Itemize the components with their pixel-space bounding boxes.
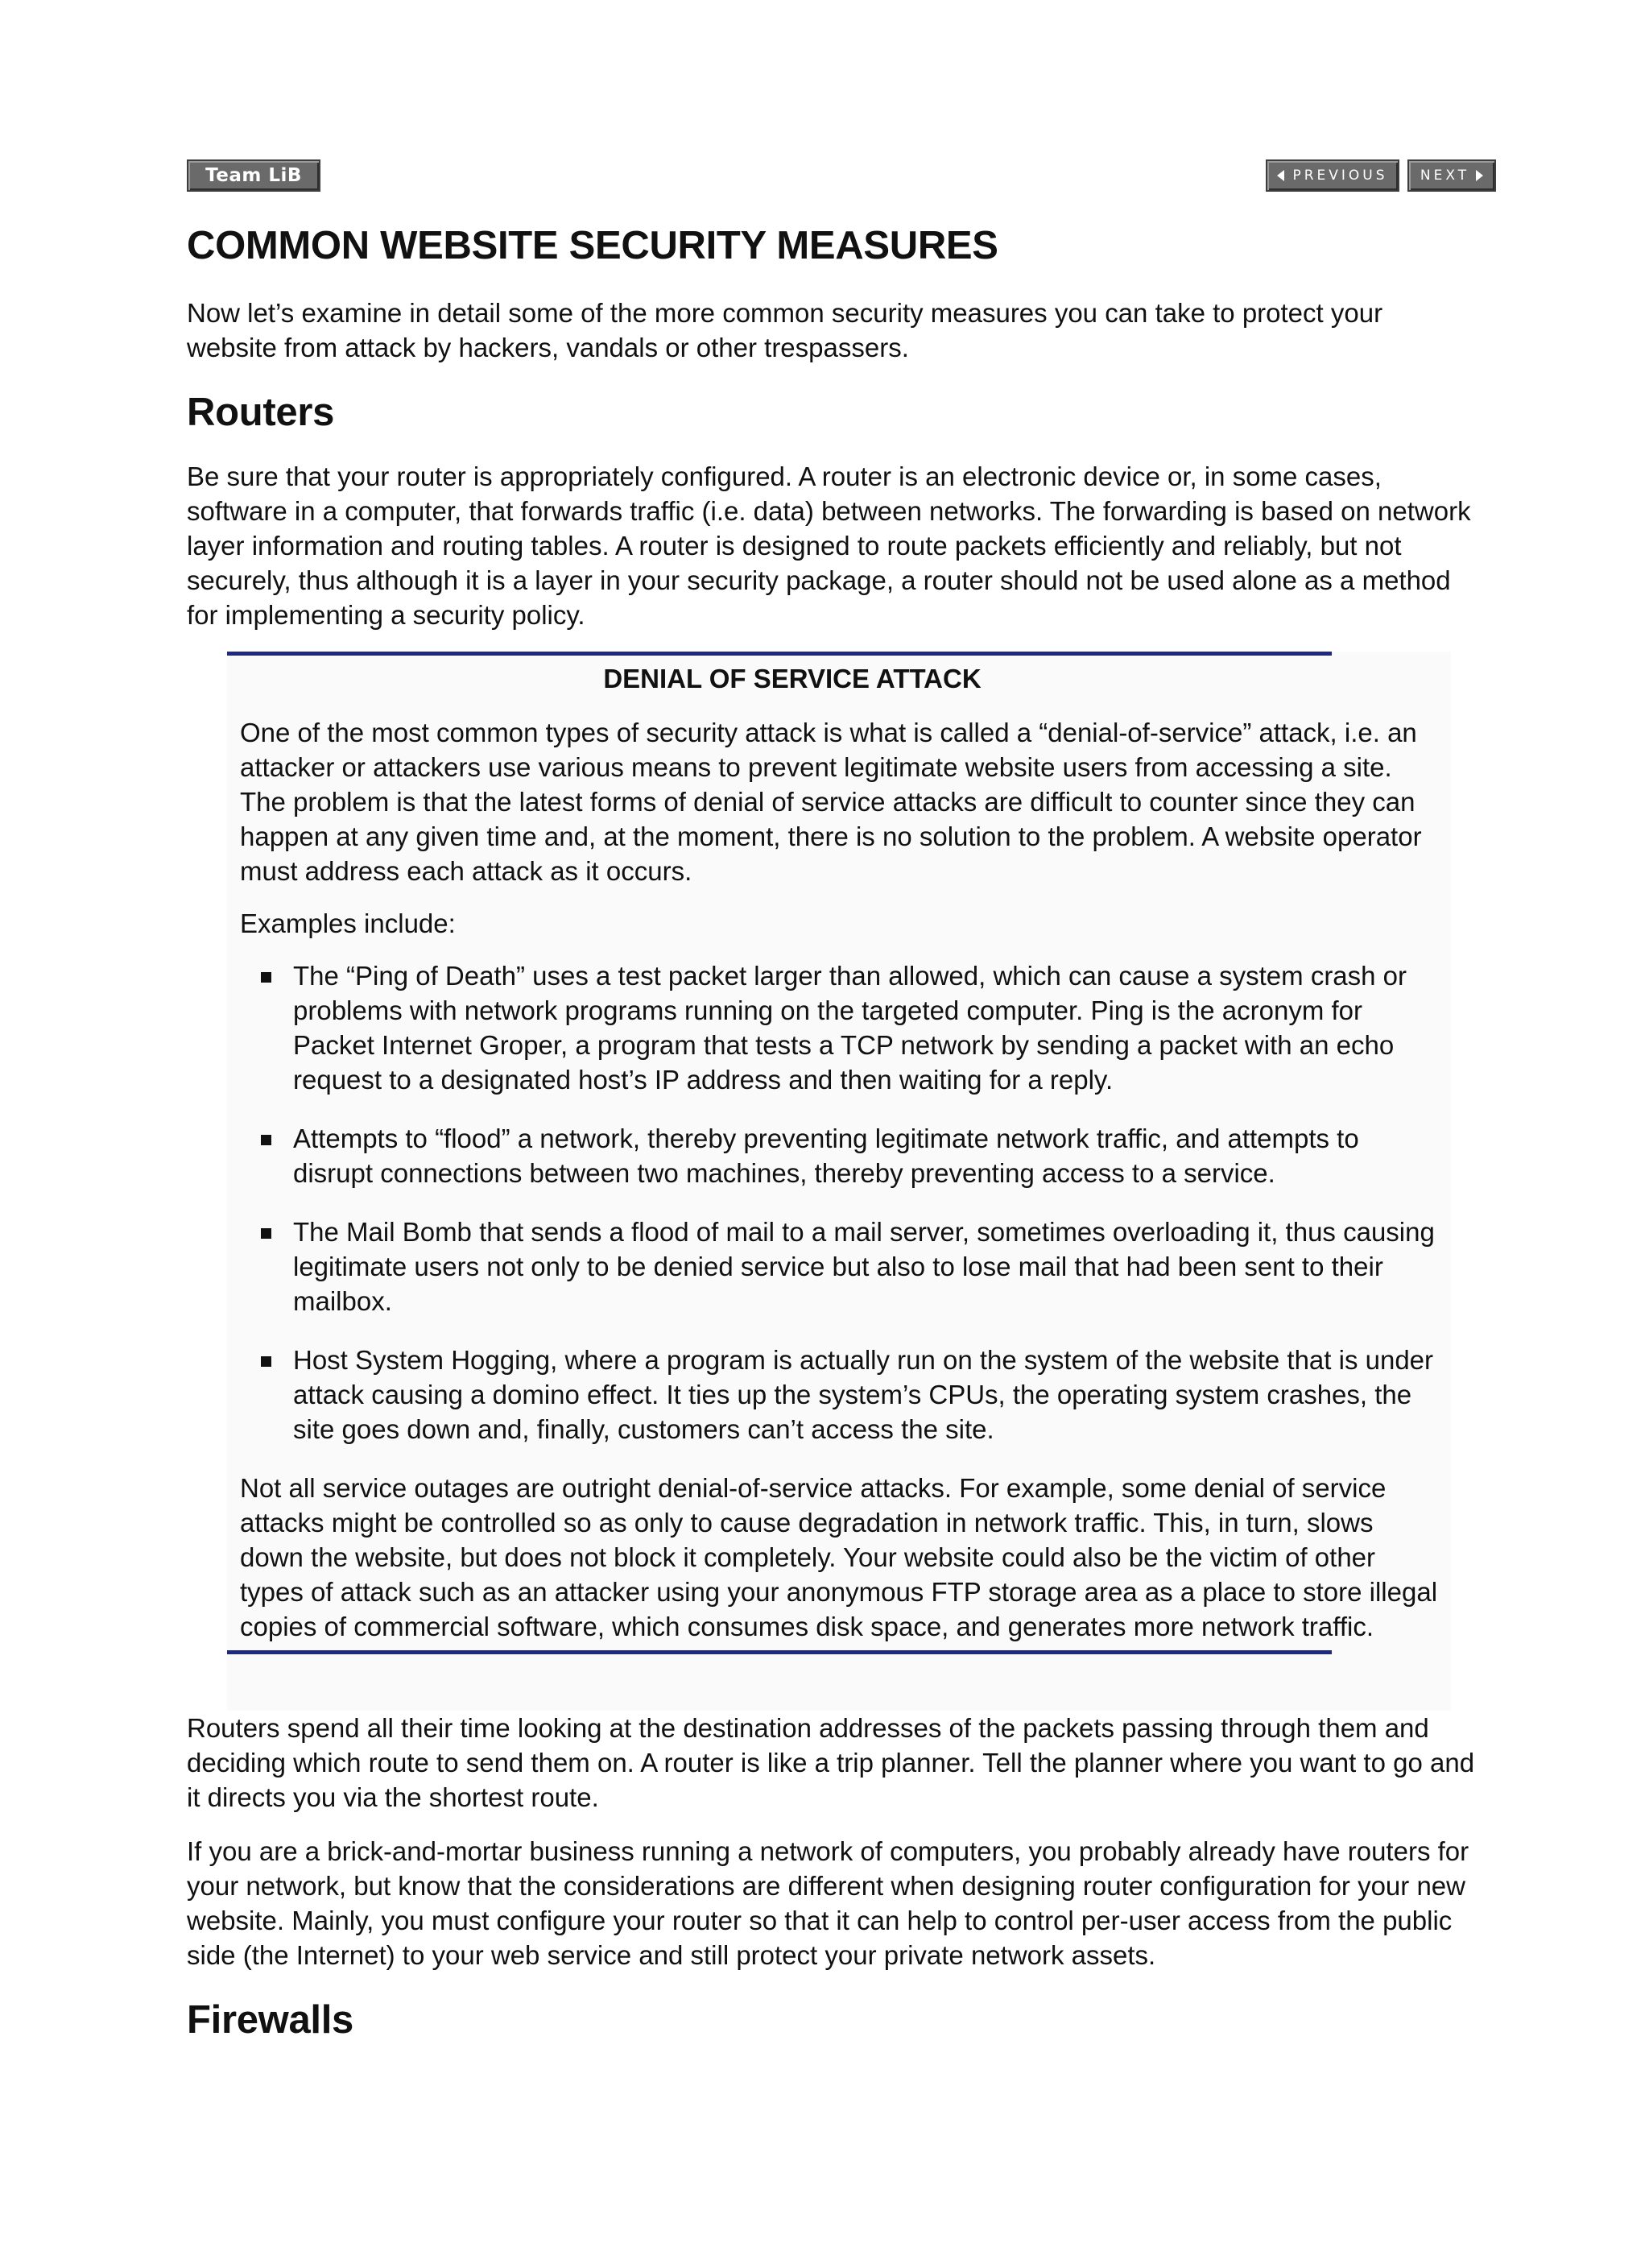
- sidebar-bottom-rule: [227, 1650, 1332, 1654]
- sidebar-top-rule: [227, 652, 1332, 656]
- list-item: [240, 1215, 1438, 1318]
- list-item: [240, 1121, 1438, 1190]
- list-item-text: The “Ping of Death” uses a test packet larger than allowed, which can cause a system crash or problems with network programs running on the targeted computer. Ping is the acronym for Packet Internet Groper, a program that tests a TCP network by sending a packet with an echo request to a designated host’s IP address and then waiting for a reply.: [293, 960, 1407, 1095]
- routers-heading: Routers: [187, 390, 335, 434]
- examples-label: Examples include:: [240, 908, 456, 938]
- page-title: COMMON WEBSITE SECURITY MEASURES: [187, 224, 998, 267]
- previous-label: PREVIOUS: [1292, 168, 1388, 184]
- list-item: [240, 1343, 1438, 1446]
- team-lib-button[interactable]: [187, 159, 320, 192]
- denial-of-service-sidebar: [227, 652, 1451, 1711]
- document-body: [187, 216, 1475, 2066]
- list-item-text: The Mail Bomb that sends a flood of mail to a mail server, sometimes overloading it, thus causing legitimate users not only to be denied service but also to lose mail that had been sent to their mailbox.: [293, 1216, 1435, 1316]
- chevron-left-icon: [1277, 170, 1284, 181]
- list-item: [240, 958, 1438, 1097]
- sidebar-paragraph-1: One of the most common types of security attack is what is called a “denial-of-service” attack, i.e. an attacker or attackers use various means to prevent legitimate website users from accessing a site. The problem is that the latest forms of denial of service attacks are difficult to counter since they can happen at any given time and, at the moment, there is no solution to the problem. A website operator must address each attack as it occurs.: [240, 717, 1422, 886]
- routers-paragraph-2: Routers spend all their time looking at the destination addresses of the packets passing through them and deciding which route to send them on. A router is like a trip planner. Tell the planner where you want to go and it directs you via the shortest route.: [187, 1712, 1475, 1812]
- examples-list: [240, 958, 1438, 1446]
- square-bullet-icon: [261, 1356, 271, 1367]
- routers-paragraph-3: If you are a brick-and-mortar business running a network of computers, you probably already have routers for your network, but know that the considerations are different when designing router configuration for your new website. Mainly, you must configure your router so that it can help to control per-user access from the public side (the Internet) to your web service and still protect your private network assets.: [187, 1836, 1469, 1970]
- square-bullet-icon: [261, 972, 271, 983]
- intro-paragraph: Now let’s examine in detail some of the more common security measures you can take to protect your website from attack by hackers, vandals or other trespassers.: [187, 297, 1383, 362]
- chevron-right-icon: [1476, 170, 1483, 181]
- square-bullet-icon: [261, 1228, 271, 1239]
- next-label: NEXT: [1420, 168, 1470, 184]
- square-bullet-icon: [261, 1135, 271, 1145]
- previous-button[interactable]: [1266, 159, 1399, 192]
- routers-paragraph-1: Be sure that your router is appropriately configured. A router is an electronic device or, in some cases, software in a computer, that forwards traffic (i.e. data) between networks. The forwarding is based on network layer information and routing tables. A router is designed to route packets efficiently and reliably, but not securely, thus although it is a layer in your security package, a router should not be used alone as a method for implementing a security policy.: [187, 461, 1471, 630]
- list-item-text: Host System Hogging, where a program is actually run on the system of the website that is under attack causing a domino effect. It ties up the system’s CPUs, the operating system crashes, the site goes down and, finally, customers can’t access the site.: [293, 1344, 1434, 1444]
- firewalls-heading: Firewalls: [187, 1997, 354, 2042]
- list-item-text: Attempts to “flood” a network, thereby preventing legitimate network traffic, and attempts to disrupt connections between two machines, thereby preventing access to a service.: [293, 1123, 1359, 1188]
- next-button[interactable]: [1407, 159, 1496, 192]
- sidebar-title: DENIAL OF SERVICE ATTACK: [603, 663, 982, 693]
- sidebar-paragraph-2: Not all service outages are outright denial-of-service attacks. For example, some denial of service attacks might be controlled so as only to cause degradation in network traffic. This, in turn, slows down the website, but does not block it completely. Your website could also be the victim of other types of attack such as an attacker using your anonymous FTP storage area as a place to store illegal copies of commercial software, which consumes disk space, and generates more network traffic.: [240, 1472, 1438, 1641]
- team-lib-label: Team LiB: [205, 165, 302, 186]
